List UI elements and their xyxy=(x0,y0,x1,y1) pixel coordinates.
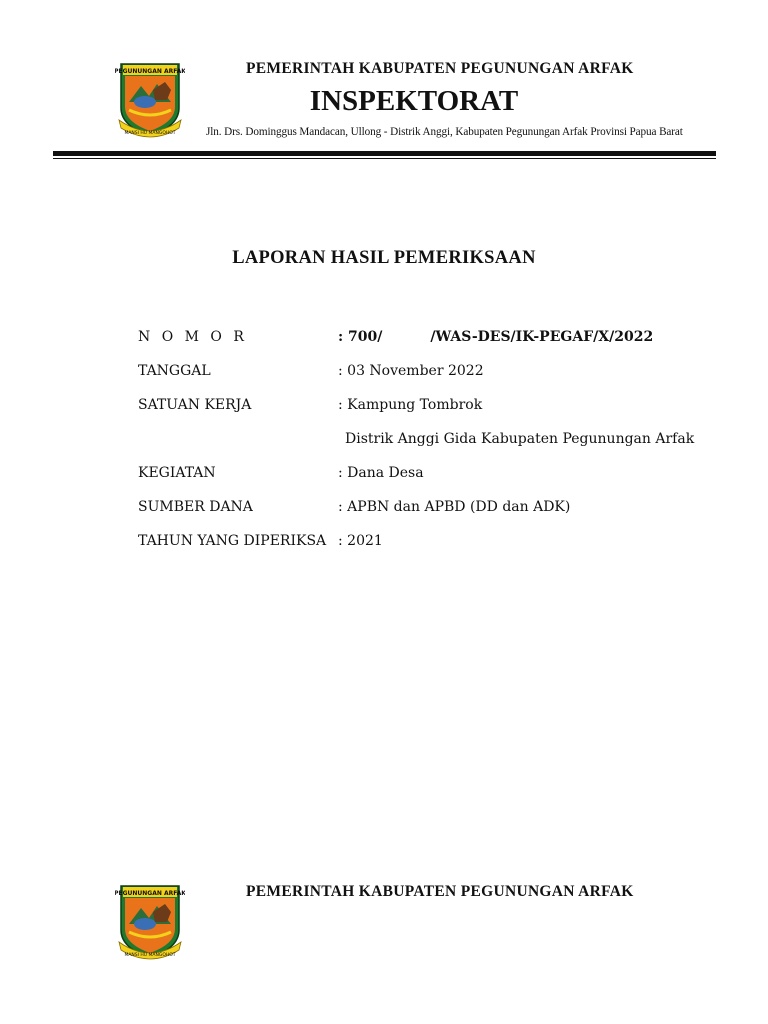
letterhead-rule-thin xyxy=(53,158,716,159)
field-label: TAHUN YANG DIPERIKSA xyxy=(138,533,327,549)
field-value: : 2021 xyxy=(338,533,383,549)
field-value: : Kampung Tombrok xyxy=(338,397,483,413)
crest-banner-text: PEGUNUNGAN ARFAK xyxy=(115,890,185,897)
field-label: TANGGAL xyxy=(138,363,211,379)
crest-banner-text: PEGUNUNGAN ARFAK xyxy=(115,68,185,75)
crest-motto-text: MANSI HU MANGOHOT xyxy=(124,131,176,136)
office-address: Jln. Drs. Dominggus Mandacan, Ullong - Distrik Anggi, Kabupaten Pegunungan Arfak Provinsi Papua Barat xyxy=(206,126,683,138)
office-title: INSPEKTORAT xyxy=(309,85,519,117)
crest-motto-text: MANSI HU MANGOHOT xyxy=(124,953,176,958)
field-value: : 03 November 2022 xyxy=(338,363,484,379)
field-label: N O M O R xyxy=(138,329,248,345)
field-value: : APBN dan APBD (DD dan ADK) xyxy=(338,499,571,515)
letterhead-rule xyxy=(53,151,716,156)
report-title: LAPORAN HASIL PEMERIKSAAN xyxy=(232,248,536,268)
government-heading: PEMERINTAH KABUPATEN PEGUNUNGAN ARFAK xyxy=(246,60,634,77)
field-value: Distrik Anggi Gida Kabupaten Pegunungan Arfak xyxy=(345,431,695,447)
field-value: : Dana Desa xyxy=(338,465,424,481)
footer-government-heading: PEMERINTAH KABUPATEN PEGUNUNGAN ARFAK xyxy=(246,883,634,900)
field-label: KEGIATAN xyxy=(138,465,216,481)
field-label: SATUAN KERJA xyxy=(138,397,252,413)
field-value: : 700/ /WAS-DES/IK-PEGAF/X/2022 xyxy=(338,329,654,345)
regency-crest-logo-footer xyxy=(115,882,185,962)
field-label: SUMBER DANA xyxy=(138,499,253,515)
